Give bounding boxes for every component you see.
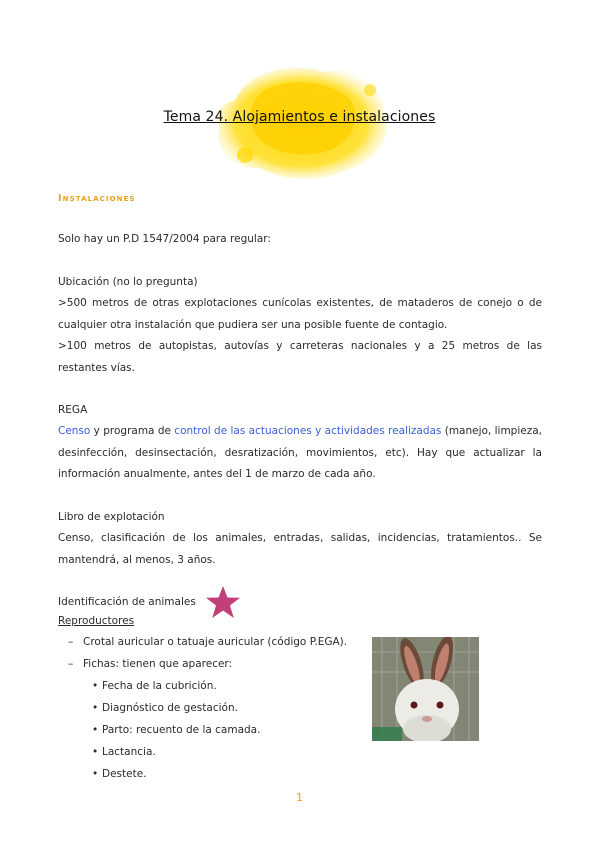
ubicacion-line2: >100 metros de autopistas, autovías y carreteras nacionales y a 25 metros de las restantes vías. — [58, 340, 542, 374]
control-highlight: control de las actuaciones y actividades realizadas — [174, 425, 442, 437]
identificacion-heading: Identificación de animales — [58, 596, 196, 608]
intro-text: Solo hay un P.D 1547/2004 para regular: — [58, 233, 271, 245]
rega-paragraph — [58, 421, 542, 486]
libro-heading: Libro de explotación — [58, 511, 165, 523]
dash-marker: – — [68, 658, 74, 670]
list-item: • Destete. — [92, 768, 147, 780]
libro-text: Censo, clasificación de los animales, entradas, salidas, incidencias, tratamientos.. Se mantendrá, al menos, 3 años. — [58, 532, 542, 566]
censo-highlight: Censo — [58, 425, 91, 437]
list-item: • Diagnóstico de gestación. — [92, 702, 238, 714]
ubicacion-line1: >500 metros de otras explotaciones cunícolas existentes, de mataderos de conejo o de cualquier otra instalación que pudiera ser una posible fuente de contagio. — [58, 297, 542, 331]
rega-text-2: (manejo, limpieza, desinfección, desinsectación, desratización, movimientos, etc). Hay que actualizar la información anualmente, antes del 1 de marzo de cada año. — [58, 425, 543, 480]
rega-heading: REGA — [58, 404, 88, 416]
list-item: – Fichas: tienen que aparecer: — [68, 654, 232, 676]
ubicacion-heading: Ubicación (no lo pregunta) — [58, 276, 198, 288]
rabbit-photo — [372, 637, 479, 741]
list-item: – Crotal auricular o tatuaje auricular (código P.EGA). — [68, 632, 347, 654]
rega-text-1: y programa de — [90, 425, 175, 437]
section-heading: Instalaciones — [58, 193, 136, 204]
list-item: • Lactancia. — [92, 746, 156, 758]
reproductores-subheading: Reproductores — [58, 615, 135, 627]
list-item: • Parto: recuento de la camada. — [92, 724, 261, 736]
list-item: • Fecha de la cubrición. — [92, 680, 217, 692]
dash-marker: – — [68, 636, 74, 648]
page-title: Tema 24. Alojamientos e instalaciones — [163, 109, 436, 125]
star-icon — [205, 585, 241, 619]
page-number: 1 — [296, 791, 303, 804]
